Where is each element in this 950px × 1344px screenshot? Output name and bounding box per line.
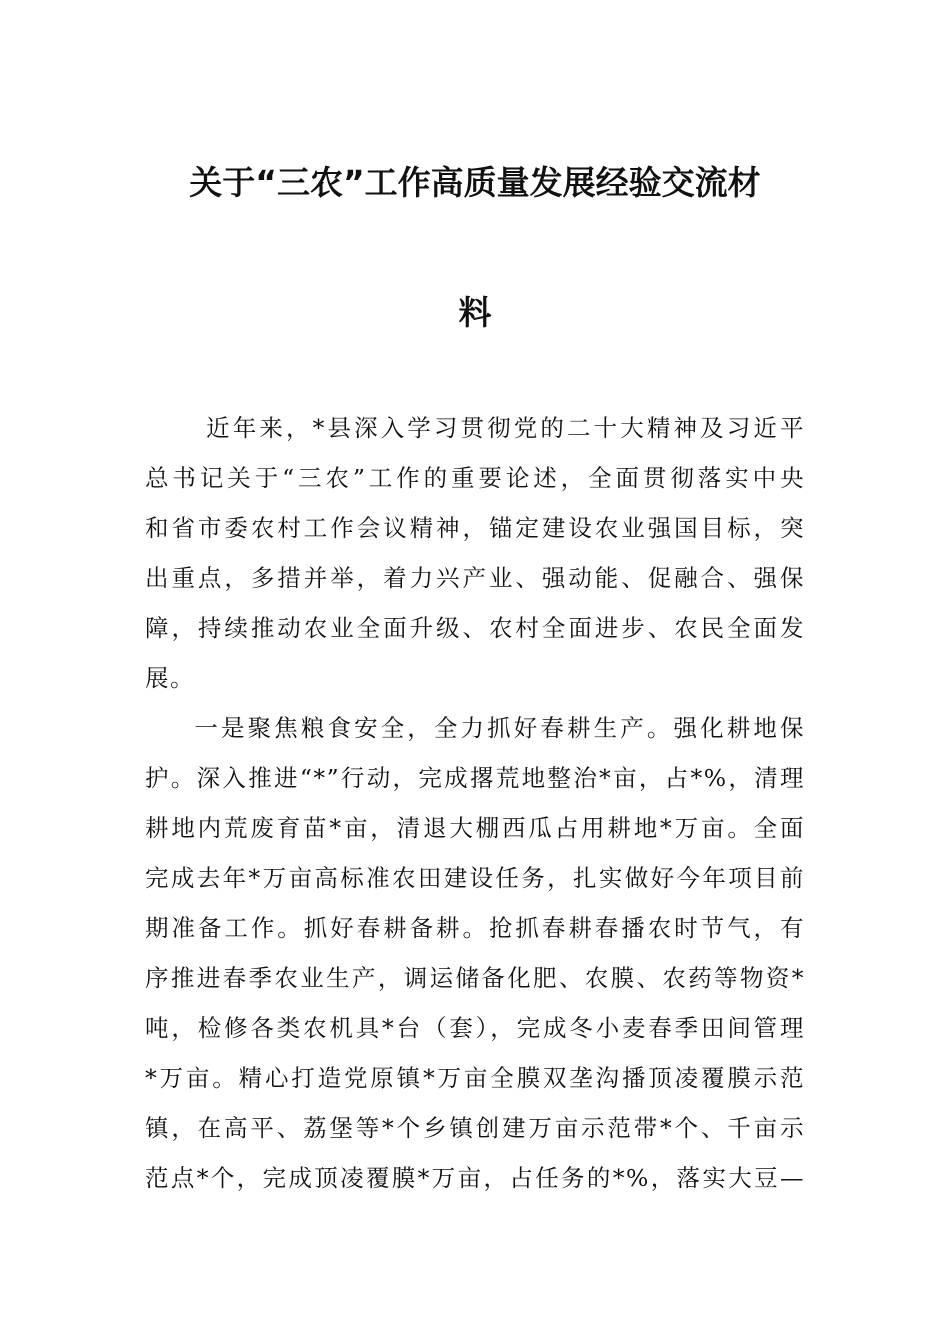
text-line: 展。 bbox=[145, 664, 195, 692]
text-line: 耕地内荒废育苗*亩，清退大棚西瓜占用耕地*万亩。全面 bbox=[145, 814, 805, 842]
text-line: 出重点，多措并举，着力兴产业、强动能、促融合、强保 bbox=[145, 564, 805, 592]
text-line: 一是聚焦粮食安全，全力抓好春耕生产。强化耕地保 bbox=[194, 714, 805, 742]
text-line: 吨，检修各类农机具*台（套），完成冬小麦春季田间管理 bbox=[145, 1014, 805, 1042]
text-line: 总书记关于“三农”工作的重要论述，全面贯彻落实中央 bbox=[145, 464, 805, 492]
text-line: 镇，在高平、荔堡等*个乡镇创建万亩示范带*个、千亩示 bbox=[145, 1114, 805, 1142]
text-line: 序推进春季农业生产，调运储备化肥、农膜、农药等物资* bbox=[145, 964, 805, 992]
text-line: 护。深入推进“*”行动，完成撂荒地整治*亩，占*%，清理 bbox=[145, 764, 805, 792]
paragraph-grain-security bbox=[145, 703, 805, 1203]
text-line: 完成去年*万亩高标准农田建设任务，扎实做好今年项目前 bbox=[145, 864, 805, 892]
text-line: 和省市委农村工作会议精神，锚定建设农业强国目标，突 bbox=[145, 514, 805, 542]
title-line-2: 料 bbox=[458, 293, 492, 332]
text-line: 近年来，*县深入学习贯彻党的二十大精神及习近平 bbox=[206, 414, 805, 442]
title-line-1: 关于“三农”工作高质量发展经验交流材 bbox=[189, 163, 761, 202]
paragraph-intro bbox=[145, 403, 805, 703]
text-line: 障，持续推动农业全面升级、农村全面进步、农民全面发 bbox=[145, 614, 805, 642]
text-line: 范点*个，完成顶凌覆膜*万亩，占任务的*%，落实大豆— bbox=[145, 1164, 805, 1192]
document-title bbox=[145, 150, 805, 345]
text-line: 期准备工作。抓好春耕备耕。抢抓春耕春播农时节气，有 bbox=[145, 914, 805, 942]
text-line: *万亩。精心打造党原镇*万亩全膜双垄沟播顶凌覆膜示范 bbox=[145, 1064, 805, 1092]
document-body bbox=[145, 403, 805, 1203]
